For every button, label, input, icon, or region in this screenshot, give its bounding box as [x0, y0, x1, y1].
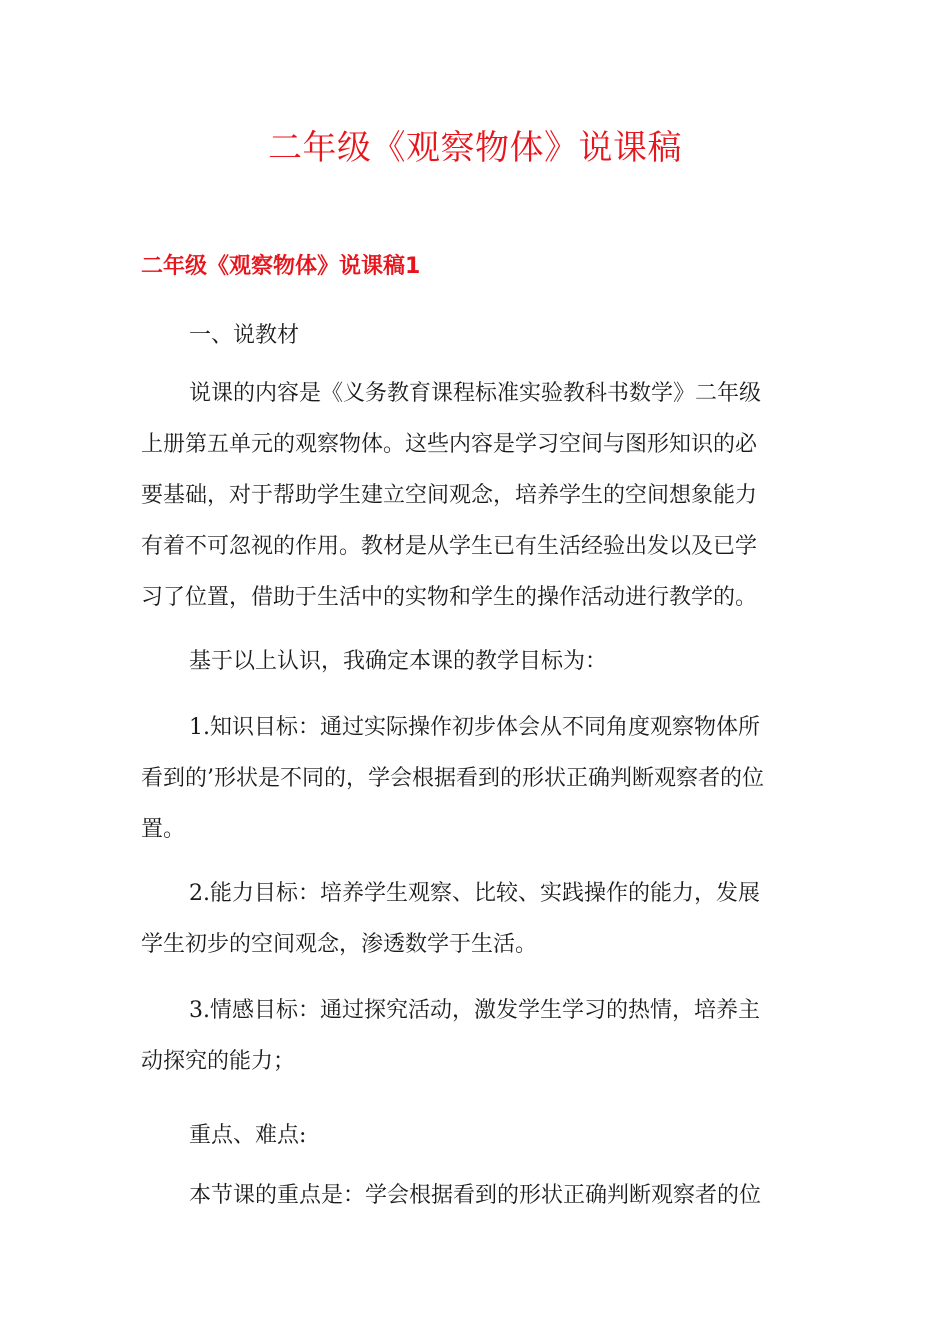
section-heading: 二年级《观察物体》说课稿1: [141, 254, 421, 279]
paragraph-line: 1.知识目标：通过实际操作初步体会从不同角度观察物体所: [189, 715, 760, 740]
paragraph-line: 2.能力目标：培养学生观察、比较、实践操作的能力，发展: [189, 881, 760, 906]
paragraph-goals-intro: [141, 636, 813, 687]
paragraph-line: 一、说教材: [189, 323, 300, 348]
document-title: 二年级《观察物体》说课稿: [268, 128, 682, 168]
paragraph-content-description: [141, 368, 813, 623]
paragraph-emotion-goal: [141, 985, 813, 1087]
paragraph-line: 3.情感目标：通过探究活动，激发学生学习的热情，培养主: [189, 998, 760, 1023]
paragraph-line: 置。: [141, 817, 186, 842]
paragraph-line: 习了位置，借助于生活中的实物和学生的操作活动进行教学的。: [141, 585, 758, 610]
paragraph-line: 学生初步的空间观念，渗透数学于生活。: [141, 932, 538, 957]
paragraph-line: 重点、难点:: [189, 1123, 307, 1148]
paragraph-ability-goal: [141, 868, 813, 970]
paragraph-line: 基于以上认识，我确定本课的教学目标为：: [189, 649, 608, 674]
paragraph-line: 上册第五单元的观察物体。这些内容是学习空间与图形知识的必: [141, 432, 758, 457]
paragraph-line: 看到的’形状是不同的，学会根据看到的形状正确判断观察者的位: [141, 766, 764, 791]
paragraph-line: 动探究的能力；: [141, 1049, 296, 1074]
paragraph-line: 本节课的重点是：学会根据看到的形状正确判断观察者的位: [189, 1183, 762, 1208]
paragraph-key-point: [141, 1170, 813, 1221]
paragraph-key-points-heading: [141, 1110, 813, 1161]
paragraph-line: 要基础，对于帮助学生建立空间观念，培养学生的空间想象能力: [141, 483, 758, 508]
paragraph-knowledge-goal: [141, 702, 813, 855]
paragraph-heading-teaching-material: [141, 310, 813, 361]
paragraph-line: 有着不可忽视的作用。教材是从学生已有生活经验出发以及已学: [141, 534, 758, 559]
paragraph-line: 说课的内容是《义务教育课程标准实验教科书数学》二年级: [189, 381, 762, 406]
